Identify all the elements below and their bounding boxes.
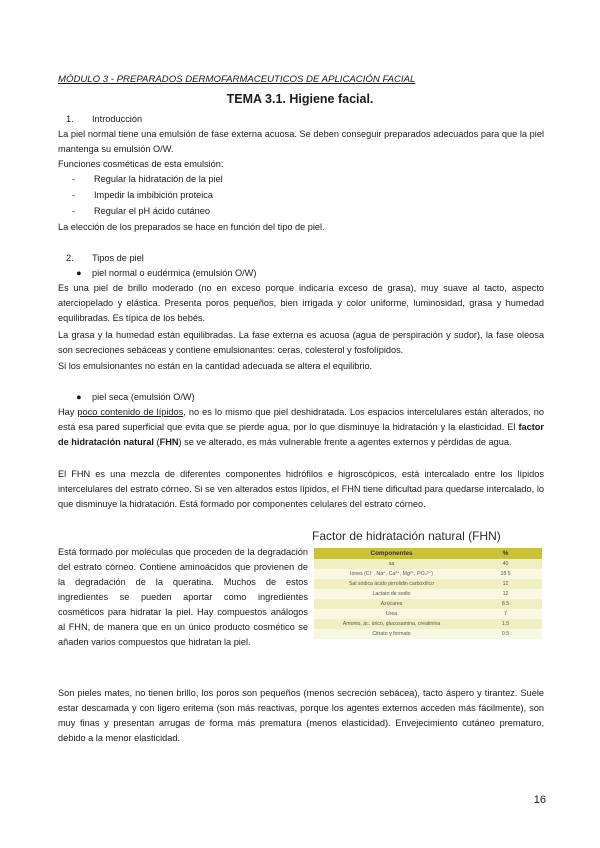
- fhn-table-title: Factor de hidratación natural (FHN): [312, 529, 501, 543]
- table-row: [314, 579, 542, 589]
- function-item: - Regular el pH ácido cutáneo: [72, 206, 210, 216]
- fhn-component: Azúcares: [314, 599, 469, 609]
- fhn-header-components: Componentes: [314, 548, 469, 559]
- fhn-percent: 7: [469, 609, 542, 619]
- dry-skin-paragraph-2: El FHN es una mezcla de diferentes componentes hidrófilos e higroscópicos, está intercalado entre los lípidos intercelulares del estrato córneo. Si se ven alterados estos lípidos, el FHN tiene dificultad para quedarse intercalado, lo que disminuye la hidratación. Está formado por componentes celulares del estrato córneo.: [58, 469, 544, 509]
- dry-skin-label: piel seca (emulsión O/W): [92, 392, 195, 402]
- function-item-text: Impedir la imbibición proteica: [94, 190, 213, 200]
- normal-skin-heading: [76, 266, 256, 281]
- function-item-text: Regular la hidratación de la piel: [94, 174, 223, 184]
- fhn-percent: 8.5: [469, 599, 542, 609]
- fhn-percent: 40: [469, 559, 542, 569]
- page-number: 16: [533, 794, 546, 806]
- dry-skin-paragraph-1: Hay poco contenido de lípidos, no es lo mismo que piel deshidratada. Los espacios intercelulares están alterados, no está esa pared superficial que evita que se pierde agua, por lo que disminuye la hidratación y la elasticidad. El factor de hidratación natural (FHN) se ve alterado, es más vulnerable frente a agentes externos y pérdidas de agua.: [58, 407, 544, 447]
- fhn-percent: 12: [469, 579, 542, 589]
- fhn-percent: 12: [469, 589, 542, 599]
- section-2-title: Tipos de piel: [92, 253, 144, 263]
- intro-paragraph: La piel normal tiene una emulsión de fase externa acuosa. Se deben conseguir preparados adecuados para que la piel mantenga su emulsión O/W.: [58, 129, 544, 154]
- section-1-title: Introducción: [92, 114, 143, 124]
- fhn-component: Iones (Cl⁻, Na⁺, Ca²⁺, Mg²⁺, PO₄³⁻): [314, 569, 469, 579]
- section-1-heading: [66, 112, 142, 127]
- section-2-heading: [66, 251, 144, 266]
- table-row: [314, 619, 542, 629]
- table-row: [314, 609, 542, 619]
- fhn-percent: 0.5: [469, 629, 542, 639]
- function-item-text: Regular el pH ácido cutáneo: [94, 206, 210, 216]
- fhn-table: [314, 548, 542, 639]
- table-row: [314, 589, 542, 599]
- table-row: [314, 569, 542, 579]
- table-row: [314, 559, 542, 569]
- bold-term: factor de hidratación natural: [58, 422, 544, 447]
- functions-label: Funciones cosméticas de esta emulsión:: [58, 159, 224, 169]
- dry-skin-paragraph-3: Está formado por moléculas que proceden de la degradación del estrato córneo. Contiene aminoácidos que provienen de la degradación de la queratina. Muchos de estos ingredientes se pueden aportar como ingredientes cosméticos para hidratar la piel. Hay compuestos análogos al FHN, de manera que en un único producto cosmético se añaden varios compuestos que hidratan la piel.: [58, 547, 308, 647]
- underlined-term: poco contenido de lípidos: [77, 407, 184, 417]
- normal-skin-paragraph-1: Es una piel de brillo moderado (no en exceso porque indicaría exceso de grasa), muy suave al tacto, aspecto aterciopelado y elástica. Presenta poros pequeños, bien irrigada y color uniforme, luminosidad, grasa y humedad equilibradas. Es típica de los bebés.: [58, 283, 544, 323]
- fhn-component: Urea: [314, 609, 469, 619]
- fhn-component: aa: [314, 559, 469, 569]
- fhn-percent: 18.5: [469, 569, 542, 579]
- section-2-number: 2.: [66, 253, 74, 263]
- selection-paragraph: La elección de los preparados se hace en función del tipo de piel.: [58, 222, 325, 232]
- function-item: - Regular la hidratación de la piel: [72, 174, 223, 184]
- table-row: [314, 599, 542, 609]
- normal-skin-paragraph-3: Si los emulsionantes no están en la cantidad adecuada se altera el equilibrio.: [58, 361, 373, 371]
- fhn-header-percent: %: [469, 548, 542, 559]
- fhn-percent: 1.5: [469, 619, 542, 629]
- dry-skin-heading: [76, 390, 195, 405]
- fhn-table-header-row: [314, 548, 542, 559]
- function-item: - Impedir la imbibición proteica: [72, 190, 213, 200]
- bullet-icon: ●: [76, 268, 82, 278]
- fhn-component: Citrato y formato: [314, 629, 469, 639]
- table-row: [314, 629, 542, 639]
- section-1-number: 1.: [66, 114, 74, 124]
- bold-term: FHN: [159, 437, 179, 447]
- fhn-component: Lactato de sodio: [314, 589, 469, 599]
- normal-skin-paragraph-2: La grasa y la humedad están equilibradas. La fase externa es acuosa (agua de perspiración y sudor), la fase oleosa son secreciones sebáceas y contiene emulsionantes: ceras, colesterol y fosfolípidos.: [58, 330, 544, 355]
- bullet-icon: ●: [76, 392, 82, 402]
- normal-skin-label: piel normal o eudérmica (emulsión O/W): [92, 268, 257, 278]
- page-title: TEMA 3.1. Higiene facial.: [226, 92, 374, 106]
- fhn-component: Sal sódica ácido pirrolidin carboxílico: [314, 579, 469, 589]
- fhn-component: Amonio, ác. úrico, glucosamina, creatinina: [314, 619, 469, 629]
- dry-skin-paragraph-4: Son pieles mates, no tienen brillo, los poros son pequeños (menos secreción sebácea), tacto áspero y tirantez. Suele estar descamada y con ligero eritema (son más reactivas, porque los agentes externos acceden más fácilmente), son muy finas y presentan arrugas de forma más prematura (menos elasticidad). Envejecimiento cutáneo prematuro, debido a la menor elasticidad.: [58, 688, 544, 743]
- module-heading: MÓDULO 3 - PREPARADOS DERMOFARMACEUTICOS DE APLICACIÓN FACIAL: [58, 74, 416, 85]
